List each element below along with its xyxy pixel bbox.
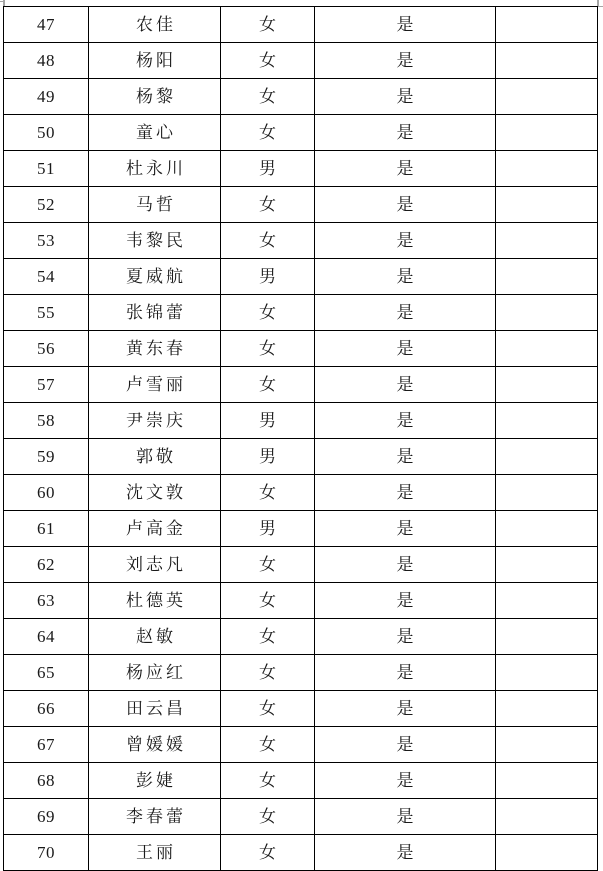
name-cell: 尹崇庆: [89, 403, 221, 439]
empty-cell: [496, 259, 598, 295]
table-row: [4, 7, 598, 43]
gender-cell: 女: [221, 655, 315, 691]
row-number-cell: 52: [4, 187, 89, 223]
table-row: [4, 151, 598, 187]
confirm-cell: 是: [315, 79, 496, 115]
row-number-cell: 57: [4, 367, 89, 403]
confirm-cell: 是: [315, 727, 496, 763]
row-number-cell: 69: [4, 799, 89, 835]
name-cell: 李春蕾: [89, 799, 221, 835]
table-row: [4, 475, 598, 511]
confirm-cell: 是: [315, 763, 496, 799]
empty-cell: [496, 547, 598, 583]
name-cell: 农佳: [89, 7, 221, 43]
confirm-cell: 是: [315, 115, 496, 151]
empty-cell: [496, 115, 598, 151]
name-cell: 童心: [89, 115, 221, 151]
row-number-cell: 61: [4, 511, 89, 547]
confirm-cell: 是: [315, 835, 496, 871]
empty-cell: [496, 295, 598, 331]
table-row: [4, 547, 598, 583]
gender-cell: 女: [221, 799, 315, 835]
row-number-cell: 56: [4, 331, 89, 367]
gender-cell: 女: [221, 43, 315, 79]
gender-cell: 女: [221, 691, 315, 727]
row-number-cell: 60: [4, 475, 89, 511]
table-row: [4, 727, 598, 763]
empty-cell: [496, 583, 598, 619]
confirm-cell: 是: [315, 7, 496, 43]
gender-cell: 女: [221, 331, 315, 367]
empty-cell: [496, 43, 598, 79]
gender-cell: 女: [221, 475, 315, 511]
table-row: [4, 79, 598, 115]
table-row: [4, 367, 598, 403]
row-number-cell: 49: [4, 79, 89, 115]
row-number-cell: 55: [4, 295, 89, 331]
row-number-cell: 50: [4, 115, 89, 151]
name-cell: 杨黎: [89, 79, 221, 115]
confirm-cell: 是: [315, 439, 496, 475]
name-cell: 杜德英: [89, 583, 221, 619]
empty-cell: [496, 727, 598, 763]
gender-cell: 女: [221, 835, 315, 871]
confirm-cell: 是: [315, 331, 496, 367]
empty-cell: [496, 151, 598, 187]
name-cell: 刘志凡: [89, 547, 221, 583]
gender-cell: 女: [221, 7, 315, 43]
row-number-cell: 54: [4, 259, 89, 295]
name-cell: 杨应红: [89, 655, 221, 691]
name-cell: 杨阳: [89, 43, 221, 79]
row-number-cell: 62: [4, 547, 89, 583]
confirm-cell: 是: [315, 259, 496, 295]
gender-cell: 女: [221, 115, 315, 151]
row-number-cell: 70: [4, 835, 89, 871]
table-row: [4, 835, 598, 871]
row-number-cell: 64: [4, 619, 89, 655]
table-row: [4, 295, 598, 331]
row-number-cell: 59: [4, 439, 89, 475]
row-number-cell: 53: [4, 223, 89, 259]
name-cell: 马哲: [89, 187, 221, 223]
empty-cell: [496, 511, 598, 547]
name-cell: 王丽: [89, 835, 221, 871]
table-row: [4, 619, 598, 655]
table-row: [4, 43, 598, 79]
confirm-cell: 是: [315, 691, 496, 727]
gender-cell: 女: [221, 367, 315, 403]
table-row: [4, 439, 598, 475]
row-number-cell: 51: [4, 151, 89, 187]
empty-cell: [496, 187, 598, 223]
name-cell: 张锦蕾: [89, 295, 221, 331]
table-row: [4, 655, 598, 691]
confirm-cell: 是: [315, 799, 496, 835]
gender-cell: 女: [221, 295, 315, 331]
gender-cell: 女: [221, 583, 315, 619]
name-cell: 夏威航: [89, 259, 221, 295]
confirm-cell: 是: [315, 151, 496, 187]
empty-cell: [496, 223, 598, 259]
name-cell: 赵敏: [89, 619, 221, 655]
gender-cell: 女: [221, 619, 315, 655]
gender-cell: 女: [221, 223, 315, 259]
empty-cell: [496, 79, 598, 115]
confirm-cell: 是: [315, 511, 496, 547]
table-row: [4, 187, 598, 223]
confirm-cell: 是: [315, 403, 496, 439]
empty-cell: [496, 7, 598, 43]
gridline-stub-left-horizontal: [0, 1, 4, 2]
confirm-cell: 是: [315, 43, 496, 79]
table-row: [4, 763, 598, 799]
row-number-cell: 47: [4, 7, 89, 43]
row-number-cell: 67: [4, 727, 89, 763]
table-row: [4, 115, 598, 151]
empty-cell: [496, 403, 598, 439]
row-number-cell: 48: [4, 43, 89, 79]
confirm-cell: 是: [315, 223, 496, 259]
name-cell: 杜永川: [89, 151, 221, 187]
name-cell: 沈文敦: [89, 475, 221, 511]
row-number-cell: 58: [4, 403, 89, 439]
empty-cell: [496, 835, 598, 871]
table-row: [4, 403, 598, 439]
empty-cell: [496, 439, 598, 475]
row-number-cell: 65: [4, 655, 89, 691]
roster-body: [4, 7, 598, 871]
row-number-cell: 66: [4, 691, 89, 727]
table-row: [4, 259, 598, 295]
empty-cell: [496, 763, 598, 799]
name-cell: 彭婕: [89, 763, 221, 799]
gender-cell: 男: [221, 403, 315, 439]
gender-cell: 女: [221, 79, 315, 115]
gender-cell: 男: [221, 259, 315, 295]
empty-cell: [496, 799, 598, 835]
name-cell: 韦黎民: [89, 223, 221, 259]
table-row: [4, 799, 598, 835]
row-number-cell: 68: [4, 763, 89, 799]
roster-table: [3, 6, 598, 871]
gender-cell: 女: [221, 727, 315, 763]
confirm-cell: 是: [315, 475, 496, 511]
gender-cell: 女: [221, 547, 315, 583]
confirm-cell: 是: [315, 367, 496, 403]
empty-cell: [496, 619, 598, 655]
table-row: [4, 583, 598, 619]
confirm-cell: 是: [315, 547, 496, 583]
row-number-cell: 63: [4, 583, 89, 619]
gender-cell: 女: [221, 187, 315, 223]
empty-cell: [496, 655, 598, 691]
name-cell: 曾媛媛: [89, 727, 221, 763]
table-row: [4, 511, 598, 547]
table-row: [4, 331, 598, 367]
name-cell: 黄东春: [89, 331, 221, 367]
confirm-cell: 是: [315, 655, 496, 691]
confirm-cell: 是: [315, 619, 496, 655]
table-row: [4, 691, 598, 727]
empty-cell: [496, 475, 598, 511]
confirm-cell: 是: [315, 295, 496, 331]
name-cell: 卢高金: [89, 511, 221, 547]
empty-cell: [496, 367, 598, 403]
confirm-cell: 是: [315, 583, 496, 619]
gender-cell: 男: [221, 151, 315, 187]
empty-cell: [496, 691, 598, 727]
table-row: [4, 223, 598, 259]
name-cell: 郭敬: [89, 439, 221, 475]
gender-cell: 女: [221, 763, 315, 799]
confirm-cell: 是: [315, 187, 496, 223]
gender-cell: 男: [221, 439, 315, 475]
name-cell: 卢雪丽: [89, 367, 221, 403]
gender-cell: 男: [221, 511, 315, 547]
empty-cell: [496, 331, 598, 367]
name-cell: 田云昌: [89, 691, 221, 727]
